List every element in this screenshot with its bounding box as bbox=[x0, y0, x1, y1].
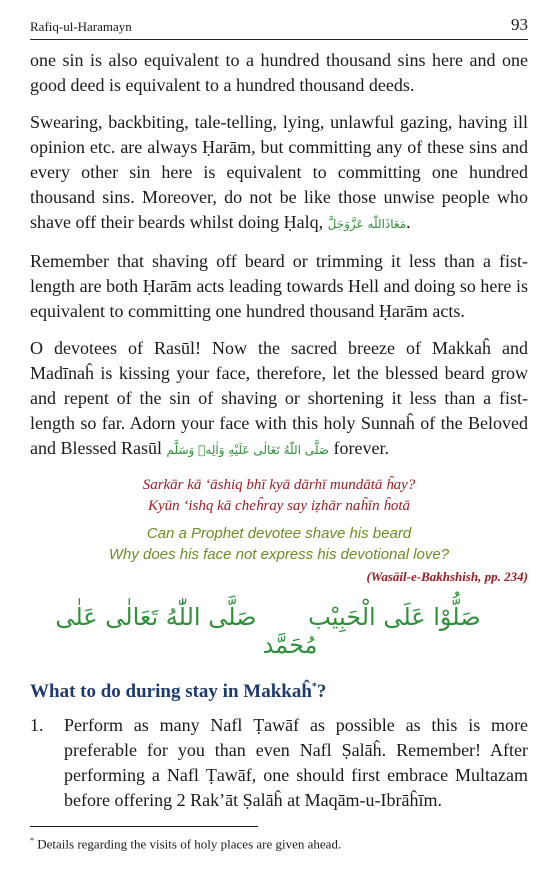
verse-urdu-line-2: Kyūn ‘ishq kā cheĥray say iẓhār naĥīn ĥotā bbox=[147, 498, 411, 514]
paragraph-2-text: Swearing, backbiting, tale-telling, lying, unlawful gazing, having ill opinion etc. are always Ḥarām, but committing any of these sins and every other sin here is equivalent to committing one hundred thousand sins. Moreover, do not be like those unwise people who shave off their beards whilst doing Ḥalq, bbox=[30, 112, 528, 232]
paragraph-4-end: forever. bbox=[333, 438, 389, 458]
paragraph-4-text: O devotees of Rasūl! Now the sacred breeze of Makkaĥ and Madīnaĥ is kissing your face, therefore, let the blessed beard grow and repent of the sin of shaving or shortening it less than a fist-length so far. Adorn your face with this holy Sunnaĥ of the Beloved and Blessed Rasūl bbox=[30, 338, 528, 458]
paragraph-4 bbox=[30, 336, 528, 463]
paragraph-2 bbox=[30, 110, 528, 237]
page-content bbox=[30, 48, 528, 813]
verse-english-line-2: Why does his face not express his devotional love? bbox=[108, 546, 450, 563]
section-heading-text: What to do during stay in Makkaĥ bbox=[30, 681, 312, 702]
paragraph-3: Remember that shaving off beard or trimming it less than a fist-length are both Ḥarām acts leading towards Hell and doing so here is equivalent to committing one hundred thousand Ḥarām acts. bbox=[30, 251, 528, 321]
book-title: Rafiq-ul-Haramayn bbox=[30, 19, 132, 34]
poetry-block bbox=[30, 475, 528, 585]
paragraph-1: one sin is also equivalent to a hundred thousand sins here and one good deed is equivalent to a hundred thousand deeds. bbox=[30, 50, 528, 95]
salat-calligraphy bbox=[30, 603, 528, 659]
salat-part-1: صَلُّوْا عَلَى الْحَبِيْب bbox=[308, 603, 481, 631]
verse-citation: (Wasāil-e-Bakhshish, pp. 234) bbox=[366, 569, 528, 584]
verse-urdu-line-1: Sarkār kā ‘āshiq bhī kyā dārhī mundātā ĥay? bbox=[142, 477, 416, 493]
footnote bbox=[30, 836, 528, 852]
section-footnote-marker: * bbox=[311, 681, 317, 693]
page-number: 93 bbox=[511, 15, 528, 34]
verse-english-line-1: Can a Prophet devotee shave his beard bbox=[146, 525, 412, 542]
footnote-text: Details regarding the visits of holy places are given ahead. bbox=[37, 836, 342, 852]
arabic-phrase-salutation: صَلَّى اللّٰهُ تَعَالٰى عَلَيْهِ وَاٰلِهٖ وَسَلَّم bbox=[166, 443, 329, 457]
list-item-text: Perform as many Nafl Ṭawāf as possible as this is more preferable for you than even Nafl Ṣalāĥ. Remember! After performing a Nafl Ṭawāf, one should first embrace Multazam before offering 2 Rak’āt Ṣalāĥ at Maqām-u-Ibrāĥīm. bbox=[64, 715, 528, 810]
footnote-divider bbox=[30, 826, 258, 827]
arabic-phrase-maazallah: مَعَاذَاللّٰه عَزَّوَجَلَّ bbox=[327, 217, 407, 231]
paragraph-2-end: . bbox=[406, 212, 411, 232]
footnote-marker: * bbox=[30, 836, 34, 845]
running-header bbox=[30, 14, 528, 40]
section-heading: What to do during stay in Makkaĥ*? bbox=[30, 681, 327, 702]
list-item bbox=[30, 713, 528, 813]
salat-part-2: صَلَّى اللّٰهُ تَعَالٰى عَلٰى مُحَمَّد bbox=[55, 603, 318, 659]
list-item-number: 1. bbox=[30, 715, 44, 735]
